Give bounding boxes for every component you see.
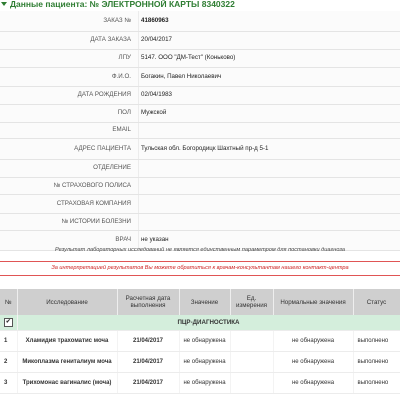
col-study: Исследование xyxy=(17,289,117,315)
group-title: ПЦР-ДИАГНОСТИКА xyxy=(17,315,400,331)
info-row-order xyxy=(0,11,400,32)
info-value xyxy=(138,214,400,230)
row-unit xyxy=(230,373,273,394)
row-date: 21/04/2017 xyxy=(117,352,179,373)
info-value: 20/04/2017 xyxy=(138,32,400,49)
row-unit xyxy=(230,331,273,352)
row-normal: не обнаружена xyxy=(273,331,353,352)
info-row-sex xyxy=(0,105,400,123)
info-value xyxy=(138,178,400,194)
row-value: не обнаружена xyxy=(179,352,230,373)
table-row xyxy=(0,373,400,394)
col-normal: Нормальные значения xyxy=(273,289,353,315)
header-label: Данные пациента: № ЭЛЕКТРОННОЙ КАРТЫ xyxy=(10,0,200,9)
info-key: ПОЛ xyxy=(117,109,131,116)
col-date: Расчетная дата выполнения xyxy=(117,289,179,315)
info-key: СТРАХОВАЯ КОМПАНИЯ xyxy=(56,200,131,207)
row-num: 3 xyxy=(0,373,17,394)
row-num: 2 xyxy=(0,352,17,373)
group-checkbox[interactable]: ✔ xyxy=(5,319,11,325)
group-row xyxy=(0,315,400,331)
row-study[interactable]: Трихомонас вагиналис (моча) xyxy=(17,373,117,394)
row-value: не обнаружена xyxy=(179,331,230,352)
row-study[interactable]: Микоплазма гениталиум моча xyxy=(17,352,117,373)
row-normal: не обнаружена xyxy=(273,352,353,373)
results-table xyxy=(0,289,400,394)
row-date: 21/04/2017 xyxy=(117,373,179,394)
info-row-lpu xyxy=(0,50,400,68)
info-key: ЛПУ xyxy=(118,54,131,61)
group-checkbox-cell xyxy=(0,315,17,331)
info-key: № СТРАХОВОГО ПОЛИСА xyxy=(53,182,131,189)
col-unit: Ед. измерения xyxy=(230,289,273,315)
info-row-department xyxy=(0,160,400,178)
row-date: 21/04/2017 xyxy=(117,331,179,352)
info-value: не указан xyxy=(138,231,400,250)
info-value: 02/04/1983 xyxy=(138,87,400,104)
info-key: ДАТА ЗАКАЗА xyxy=(90,36,131,43)
info-row-policy xyxy=(0,178,400,195)
row-status: выполнено xyxy=(353,373,400,394)
patient-data-header xyxy=(0,0,400,11)
col-value: Значение xyxy=(179,289,230,315)
info-value xyxy=(138,123,400,138)
info-value xyxy=(138,195,400,213)
info-row-insurance xyxy=(0,195,400,214)
col-num: № xyxy=(0,289,17,315)
info-row-name xyxy=(0,68,400,87)
info-value: Мужской xyxy=(138,105,400,122)
card-number: 8340322 xyxy=(201,0,235,9)
info-key: АДРЕС ПАЦИЕНТА xyxy=(74,145,131,152)
info-row-address xyxy=(0,139,400,160)
info-value: Богакин, Павел Николаевич xyxy=(138,68,400,86)
info-key: ДАТА РОЖДЕНИЯ xyxy=(77,91,131,98)
collapse-arrow-icon[interactable] xyxy=(1,2,7,6)
info-row-history xyxy=(0,214,400,231)
info-key: ОТДЕЛЕНИЕ xyxy=(93,164,131,171)
disclaimer-note: Результат лабораторных исследований не является единственным параметром для постановки диагноза xyxy=(54,247,346,253)
row-study[interactable]: Хламидия трахоматис моча xyxy=(17,331,117,352)
row-normal: не обнаружена xyxy=(273,373,353,394)
info-value: 5147. ООО "ДМ-Тест" (Коньково) xyxy=(138,50,400,67)
row-unit xyxy=(230,352,273,373)
results-header-row xyxy=(0,289,400,315)
info-key: ВРАЧ xyxy=(115,236,131,243)
info-key: Ф.И.О. xyxy=(111,73,131,80)
contact-center-note: За интерпретацией результатов Вы можете обратиться к врачам-консультантам нашего контакт-центра xyxy=(0,261,400,276)
info-row-birth-date xyxy=(0,87,400,105)
row-num: 1 xyxy=(0,331,17,352)
info-value: 41860963 xyxy=(138,11,400,31)
table-row xyxy=(0,352,400,373)
info-key: № ИСТОРИИ БОЛЕЗНИ xyxy=(61,218,131,225)
info-key: ЗАКАЗ № xyxy=(103,17,131,24)
row-status: выполнено xyxy=(353,331,400,352)
info-key: EMAIL xyxy=(112,126,131,133)
info-row-email xyxy=(0,123,400,139)
patient-info-table xyxy=(0,11,400,251)
info-value: Тульская обл. Богородицк Шахтный пр-д 5-1 xyxy=(138,139,400,159)
row-value: не обнаружена xyxy=(179,373,230,394)
row-status: выполнено xyxy=(353,352,400,373)
col-status: Статус xyxy=(353,289,400,315)
table-row xyxy=(0,331,400,352)
info-value xyxy=(138,160,400,177)
info-row-order-date xyxy=(0,32,400,50)
